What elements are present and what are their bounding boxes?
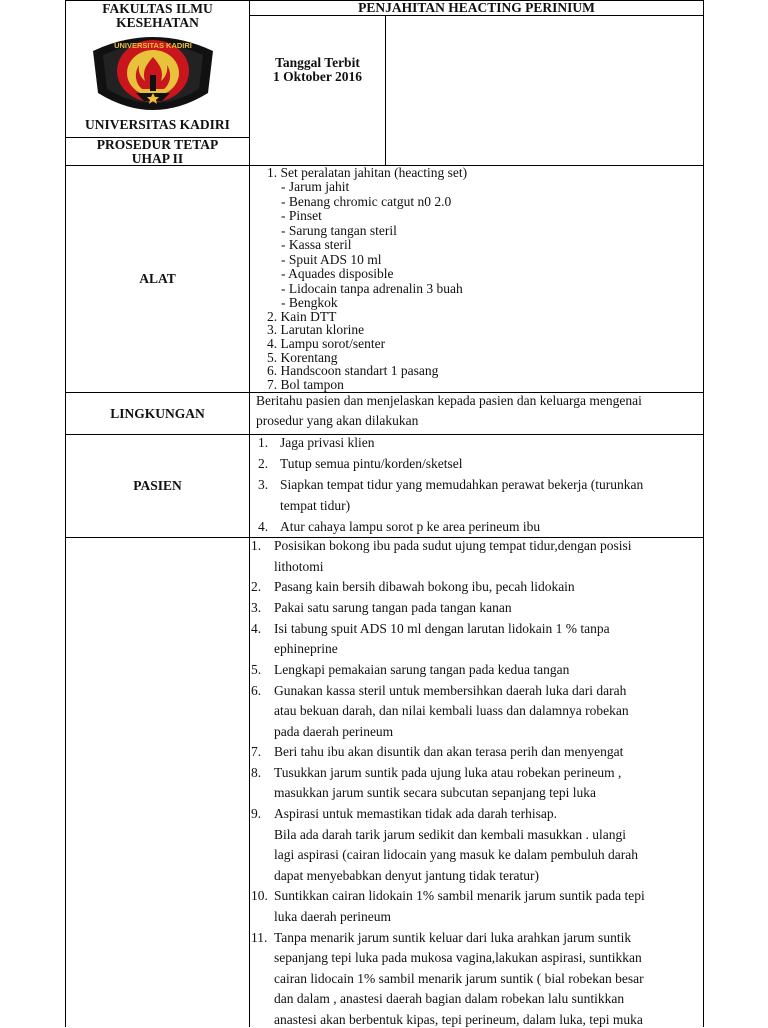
langkah-item-number: 6.	[251, 682, 262, 698]
logo-text: UNIVERSITAS KADIRI	[114, 41, 192, 50]
alat-label: ALAT	[139, 271, 176, 286]
pasien-label-cell	[65, 434, 250, 537]
procedure-line2: UHAP II	[131, 151, 184, 166]
lingkungan-label-cell	[65, 392, 250, 434]
faculty-line2: KESEHATAN	[116, 15, 199, 30]
lingkungan-label: LINGKUNGAN	[110, 405, 205, 421]
alat-item: 7. Bol tampon	[267, 377, 344, 392]
langkah-item-text: sepanjang tepi luka pada mukosa vagina,lakukan aspirasi, suntikkan	[274, 950, 642, 965]
langkah-item-text: luka daerah perineum	[274, 908, 391, 924]
langkah-item-text: Bila ada darah tarik jarum sedikit dan kembali masukkan . ulangi	[274, 826, 627, 842]
alat-item: - Benang chromic catgut n0 2.0	[281, 193, 452, 209]
langkah-item-text: lithotomi	[274, 558, 324, 574]
alat-item: - Bengkok	[281, 295, 338, 310]
pasien-item-number: 3.	[258, 477, 269, 492]
langkah-item-text: Pakai satu sarung tangan pada tangan kanan	[274, 599, 512, 615]
langkah-item-text: masukkan jarum suntik secara subcutan sepanjang tepi luka	[274, 785, 597, 801]
langkah-item-text: Isi tabung spuit ADS 10 ml dengan larutan lidokain 1 % tanpa	[274, 620, 610, 636]
title-cell	[250, 0, 704, 15]
pasien-item-number: 2.	[258, 456, 269, 471]
alat-item: 3. Larutan klorine	[267, 322, 365, 337]
langkah-item-number: 1.	[251, 538, 262, 553]
langkah-item-text: Beri tahu ibu akan disuntik dan akan terasa perih dan menyengat	[274, 744, 624, 760]
date-value: 1 Oktober 2016	[272, 69, 362, 84]
langkah-item-text: ephineprine	[274, 641, 338, 657]
date-label: Tanggal Terbit	[275, 55, 360, 70]
alat-label-cell	[65, 165, 250, 392]
alat-item: 2. Kain DTT	[267, 308, 337, 324]
langkah-item-text: pada daerah perineum	[274, 723, 394, 739]
langkah-item-text: Tanpa menarik jarum suntik keluar dari luka arahkan jarum suntik	[274, 929, 632, 945]
langkah-item-number: 10.	[251, 888, 268, 904]
university-name: UNIVERSITAS KADIRI	[85, 117, 230, 132]
pasien-item-text: Atur cahaya lampu sorot p ke area perineum ibu	[280, 518, 541, 534]
alat-item: 6. Handscoon standart 1 pasang	[267, 363, 439, 378]
langkah-item-text: atau bekuan darah, dan nilai kembali luass dan dalamnya robekan	[274, 703, 629, 718]
langkah-item-text: dapat menyebabkan denyut jantung tidak teratur)	[274, 867, 540, 883]
pasien-content-cell	[250, 434, 704, 537]
lingkungan-line1: Beritahu pasien dan menjelaskan kepada pasien dan keluarga mengenai	[256, 393, 642, 408]
langkah-item-number: 9.	[251, 806, 262, 822]
langkah-item-text: lagi aspirasi (cairan lidocain yang masuk ke dalam pembuluh darah	[274, 847, 638, 863]
pasien-item-text: Siapkan tempat tidur yang memudahkan perawat bekerja (turunkan	[280, 477, 644, 492]
alat-item: - Lidocain tanpa adrenalin 3 buah	[281, 280, 463, 296]
procedure-line1: PROSEDUR TETAP	[96, 137, 219, 152]
langkah-item-number: 8.	[251, 764, 262, 780]
faculty-cell	[65, 0, 250, 137]
alat-item: 5. Korentang	[267, 349, 338, 365]
langkah-label-cell	[65, 537, 250, 1027]
langkah-item-text: anastesi akan berbentuk kipas, tepi perineum, dalam luka, tepi muka	[274, 1011, 643, 1027]
langkah-item-text: dan dalam , anastesi daerah bagian dalam robekan lalu suntikkan	[274, 991, 625, 1006]
lingkungan-content-cell	[250, 392, 704, 434]
document-title: PENJAHITAN HEACTING PERINIUM	[358, 0, 595, 15]
langkah-content-cell	[250, 537, 704, 1027]
alat-item: - Pinset	[281, 208, 322, 223]
alat-item: 1. Set peralatan jahitan (heacting set)	[267, 165, 468, 180]
langkah-item-number: 4.	[251, 620, 262, 636]
pasien-item-number: 4.	[258, 518, 269, 534]
langkah-item-text: Suntikkan cairan lidokain 1% sambil menarik jarum suntik pada tepi	[274, 888, 645, 904]
langkah-item-number: 2.	[251, 579, 262, 595]
langkah-item-text: Gunakan kassa steril untuk membersihkan daerah luka dari darah	[274, 682, 627, 698]
langkah-item-number: 3.	[251, 599, 262, 615]
langkah-item-text: Posisikan bokong ibu pada sudut ujung tempat tidur,dengan posisi	[274, 538, 632, 553]
pasien-item-text: Jaga privasi klien	[280, 435, 375, 450]
alat-item: - Sarung tangan steril	[281, 222, 397, 238]
langkah-item-text: Aspirasi untuk memastikan tidak ada darah terhisap.	[274, 806, 558, 822]
university-logo	[90, 31, 216, 117]
pasien-label: PASIEN	[133, 478, 182, 493]
alat-item: - Aquades disposible	[281, 266, 394, 281]
alat-item: - Kassa steril	[281, 237, 352, 252]
langkah-item-text: Lengkapi pemakaian sarung tangan pada kedua tangan	[274, 661, 570, 677]
pasien-item-text: tempat tidur)	[280, 497, 351, 513]
procedure-cell	[65, 137, 250, 165]
date-cell	[250, 15, 386, 165]
pasien-item-text: Tutup semua pintu/korden/sketsel	[280, 456, 463, 471]
alat-item: 4. Lampu sorot/senter	[267, 336, 386, 351]
alat-content-cell	[250, 165, 704, 392]
pasien-item-number: 1.	[258, 435, 269, 450]
langkah-item-text: Pasang kain bersih dibawah bokong ibu, pecah lidokain	[274, 579, 575, 595]
alat-item: - Spuit ADS 10 ml	[281, 251, 382, 267]
langkah-item-number: 5.	[251, 661, 262, 677]
faculty-line1: FAKULTAS ILMU	[102, 1, 213, 16]
langkah-item-number: 11.	[251, 929, 268, 945]
blank-header-cell	[386, 15, 704, 165]
alat-item: - Jarum jahit	[281, 179, 350, 194]
langkah-item-number: 7.	[251, 744, 262, 760]
lingkungan-line2: prosedur yang akan dilakukan	[256, 413, 419, 428]
langkah-item-text: Tusukkan jarum suntik pada ujung luka atau robekan perineum ,	[274, 764, 622, 780]
langkah-item-text: cairan lidocain 1% sambil menarik jarum suntik ( bial robekan besar	[274, 970, 644, 986]
